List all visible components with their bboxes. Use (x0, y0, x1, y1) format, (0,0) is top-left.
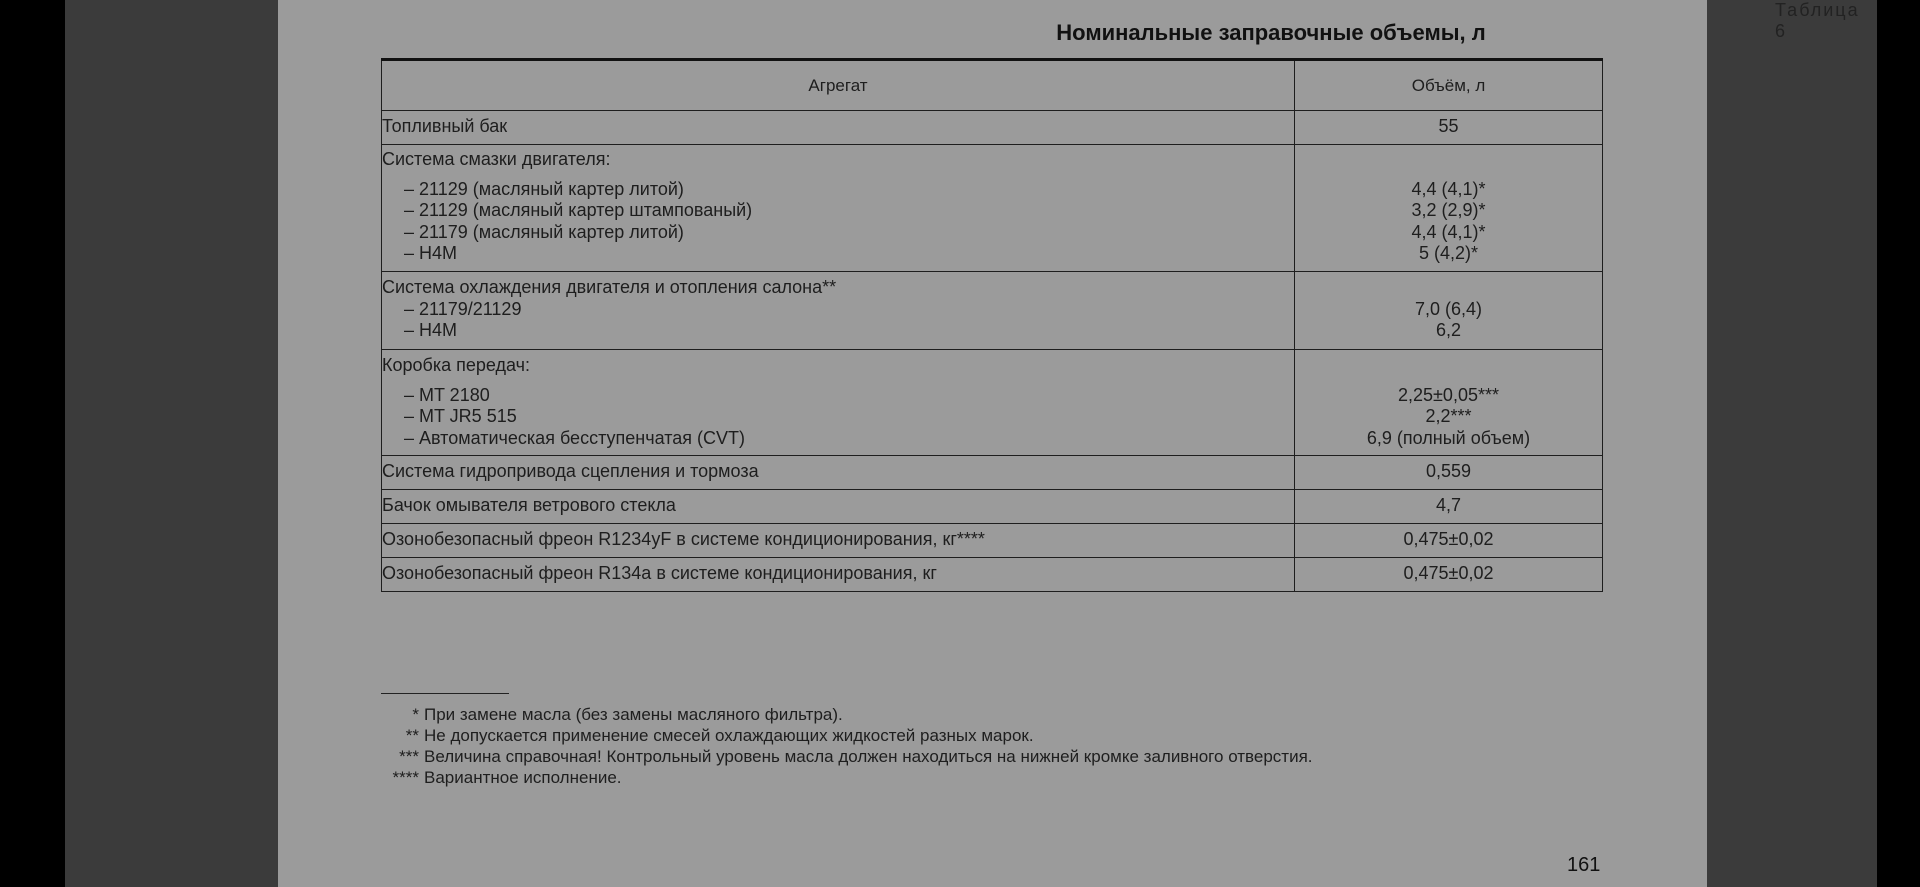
row-value: 0,475±0,02 (1295, 558, 1603, 592)
row-value (1295, 350, 1603, 456)
table-row (382, 490, 1603, 524)
table-row (382, 350, 1603, 456)
sub-value: 6,2 (1435, 320, 1462, 340)
sub-item: – MT 2180 (404, 384, 490, 405)
table-row (382, 111, 1603, 145)
sub-value: 6,9 (полный объем) (1366, 427, 1531, 448)
row-value (1295, 272, 1603, 350)
sub-value: 3,2 (2,9)* (1411, 200, 1486, 220)
sub-value: 5 (4,2)* (1418, 243, 1479, 263)
table-row (382, 272, 1603, 350)
table-row (382, 145, 1603, 272)
row-name: Озонобезопасный фреон R134a в системе кондиционирования, кг (382, 558, 1295, 592)
table-row (382, 524, 1603, 558)
footnote-divider (381, 693, 509, 694)
footnote: ** Не допускается применение смесей охлаждающих жидкостей разных марок. (405, 726, 1034, 745)
row-name: Система гидропривода сцепления и тормоза (382, 456, 1295, 490)
row-value: 0,559 (1295, 456, 1603, 490)
table-row (382, 456, 1603, 490)
header-unit: Агрегат (382, 60, 1295, 111)
sub-item: – 21179 (масляный картер литой) (404, 221, 684, 242)
row-name: Бачок омывателя ветрового стекла (382, 490, 1295, 524)
capacity-table (381, 58, 1603, 592)
sub-item: – H4M (404, 320, 458, 340)
page-number: 161 (1567, 854, 1601, 876)
row-name: Топливный бак (382, 111, 1295, 145)
row-name: Коробка передач: – MT 2180 – MT JR5 515 – Автоматическая бесступенчатая (CVT) (382, 350, 1295, 456)
row-value: 0,475±0,02 (1295, 524, 1603, 558)
sub-item: – Автоматическая бесступенчатая (CVT) (404, 427, 745, 448)
footnotes (383, 704, 1313, 788)
sub-value: 2,25±0,05*** (1398, 384, 1499, 405)
table-number: Таблица 6 (1775, 0, 1860, 41)
table-row (382, 558, 1603, 592)
sub-value: 4,4 (4,1)* (1411, 178, 1486, 199)
viewer-right-margin (1707, 0, 1877, 887)
sub-item: – H4M (404, 243, 458, 263)
row-name: Озонобезопасный фреон R1234yF в системе кондиционирования, кг**** (382, 524, 1295, 558)
row-value: 55 (1295, 111, 1603, 145)
row-name: Система охлаждения двигателя и отопления салона** – 21179/21129 – H4M (382, 272, 1295, 350)
sub-value: 2,2*** (1425, 406, 1472, 426)
sub-item: – 21129 (масляный картер литой) (404, 178, 684, 199)
row-value: 4,7 (1295, 490, 1603, 524)
footnote: * При замене масла (без замены масляного фильтра). (412, 705, 843, 724)
viewer-left-margin (65, 0, 278, 887)
footnote: **** Вариантное исполнение. (392, 768, 622, 787)
table-title: Номинальные заправочные объемы, л (1056, 20, 1486, 45)
header-volume: Объём, л (1295, 60, 1603, 111)
row-name: Система смазки двигателя: – 21129 (масляный картер литой) – 21129 (масляный картер штампованый) – 21179 (масляный картер литой) – H4M (382, 145, 1295, 272)
sub-value: 4,4 (4,1)* (1411, 221, 1486, 242)
footnote: *** Величина справочная! Контрольный уровень масла должен находиться на нижней кромке заливного отверстия. (399, 747, 1313, 766)
sub-item: – 21129 (масляный картер штампованый) (404, 200, 753, 220)
sub-item: – 21179/21129 (404, 298, 522, 319)
sub-value: 7,0 (6,4) (1414, 298, 1483, 319)
table-header-row (382, 60, 1603, 111)
sub-item: – MT JR5 515 (404, 406, 517, 426)
row-value (1295, 145, 1603, 272)
